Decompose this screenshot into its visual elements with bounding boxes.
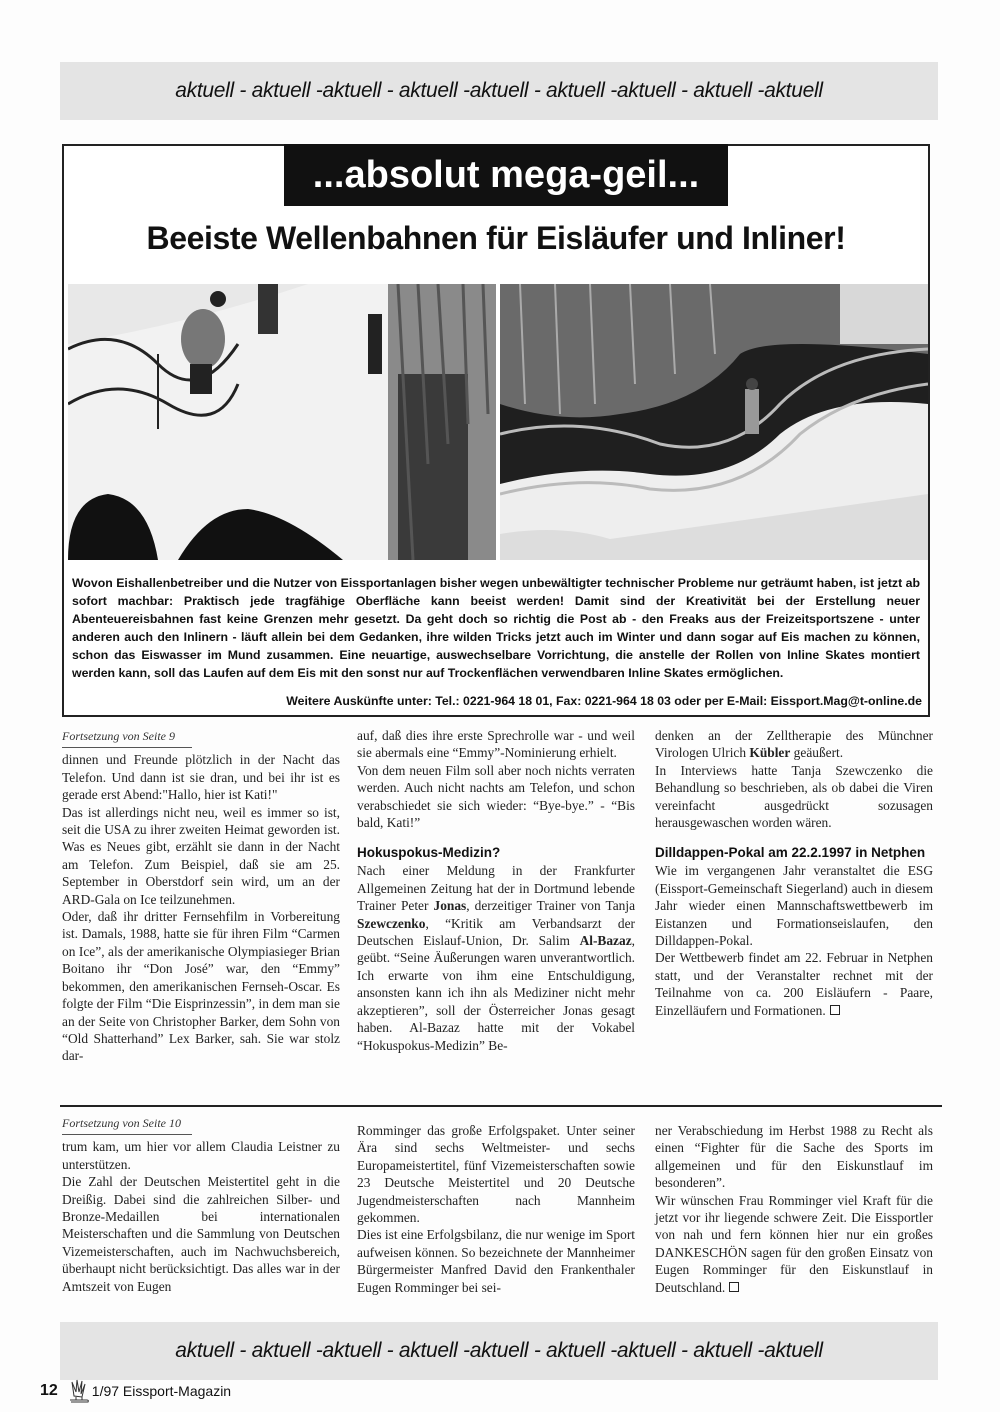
article-box bbox=[62, 144, 930, 717]
page-footer bbox=[40, 1378, 231, 1404]
paragraph: Dies ist eine Erfolgsbilanz, die nur wenige im Sport aufweisen können. So bezeichnete der Mannheimer Bürgermeister Manfred David den Frankenthaler Eugen Romminger bei sei- bbox=[357, 1227, 635, 1295]
name-jonas: Jonas bbox=[433, 898, 467, 914]
article-headline: Beeiste Wellenbahnen für Eisläufer und Inliner! bbox=[146, 220, 846, 256]
name-kuebler: Kübler bbox=[749, 745, 791, 761]
paragraph: Der Wettbewerb findet am 22. Februar in Netphen statt, und der Veranstalter rechnet mit der Teilnahme von ca. 200 Eisläufern - Paare, Einzelläufern und Formationen. bbox=[655, 950, 933, 1018]
paragraph: ner Verabschiedung im Herbst 1988 zu Recht als einen “Fighter für die Sache des Sports im allgemeinen und für den Eiskunstlauf im besonderen”. bbox=[655, 1123, 933, 1191]
article-lead: Wovon Eishallenbetreiber und die Nutzer von Eissportanlagen bisher wegen unbewältigter technischer Probleme nur geträumt haben, ist jetzt ab sofort machbar: Praktisch jede tragfähige Oberfläche kann beeist werden! Damit sind der Kreativität bei der Erstellung neuer Abenteuereisbahnen fast keine Grenzen mehr gesetzt. Da geht doch so richtig die Post ab - den Freaks aus der Freizeitsportszene - unter anderen auch den Inlinern - läuft allein bei dem Gedanken, ihre wilden Tricks jetzt auch im Winter und dann sogar auf Eis machen zu können, schon das Eiswasser im Mund zusammen. Eine neuartige, auswechselbare Vorrichtung, die anstelle der Rollen von Inline Skates montiert werden kann, soll das Laufen auf dem Eis mit den sonst nur auf Trockenflächen verwendbaren Inline Skates ermöglichen. bbox=[72, 576, 920, 680]
continued-note: Fortsetzung von Seite 10 bbox=[62, 1115, 192, 1135]
name-al-bazaz: Al-Bazaz bbox=[579, 933, 632, 949]
paragraph-hokuspokus: Nach einer Meldung in der Frankfurter Allgemeinen Zeitung hat der in Dortmund lebende Trainer Peter Jonas, derzeitiger Trainer von Tanja Szewczenko, “Kritik am Verbandsarzt der Deutschen Eislauf-Union, Dr. Salim Al-Bazaz, geübt. “Seine Äußerungen waren unverantwortlich. Ich erwarte von ihm eine Entschuldigung, ansonsten kann ich ihn als Mediziner nicht mehr akzeptieren”, soll der Österreicher Jonas gesagt haben. Al-Bazaz hatte mit der Vokabel “Hokuspokus-Medizin” Be- bbox=[357, 863, 636, 1053]
publication-name: 1/97 Eissport-Magazin bbox=[91, 1383, 232, 1399]
paragraph: Wir wünschen Frau Romminger viel Kraft für die jetzt vor ihr liegende schwere Zeit. Die Eissportler von nah und fern können hier nur ein großes DANKESCHÖN sagen für den großen Einsatz von Eugen Romminger für den Eiskunstlauf in Deutschland. bbox=[655, 1192, 933, 1295]
paragraph: Von dem neuen Film soll aber noch nichts verraten werden. Auch nicht nachts am Telefon, und schon verabschiedet sie sich wieder: “Bye-bye.” - “Bis bald, Kati!” bbox=[357, 762, 635, 831]
photo-ice-wave-track bbox=[500, 284, 928, 560]
paragraph: denken an der Zelltherapie des Münchner Virologen Ulrich Kübler geäußert. bbox=[655, 728, 933, 761]
article-contact: Weitere Auskünfte unter: Tel.: 0221-964 18 01, Fax: 0221-964 18 03 oder per E-Mail: Eissport.Mag@t-online.de bbox=[286, 694, 922, 708]
paragraph: Das ist allerdings nicht neu, weil es immer so ist, seit die USA zu ihrer zweiten Heimat geworden ist. Was es Neues gibt, erzählt sie dann in der Nacht am Telefon. Zum Beispiel, daß sie am 25. September in Oberstdorf sein wird, um an der ARD-Gala on Ice teilzunehmen. bbox=[62, 804, 340, 907]
page-number: 12 bbox=[40, 1382, 58, 1399]
section1-column-3 bbox=[655, 727, 933, 1019]
section1-column-2 bbox=[357, 727, 635, 1054]
name-szewczenko: Szewczenko bbox=[357, 915, 426, 931]
heading-dilldappen: Dilldappen-Pokal am 22.2.1997 in Netphen bbox=[655, 845, 926, 861]
paragraph: auf, daß dies ihre erste Sprechrolle war - und weil sie abermals eine “Emmy”-Nominierung erhielt. bbox=[357, 728, 635, 761]
bottom-banner bbox=[60, 1322, 938, 1380]
continued-note: Fortsetzung von Seite 9 bbox=[62, 728, 192, 748]
section-divider bbox=[60, 1105, 942, 1107]
paragraph: In Interviews hatte Tanja Szewczenko die Behandlung so beschrieben, als ob dabei die Viren vereinfacht ausgedrückt sozusagen herausgewaschen worden wären. bbox=[655, 762, 933, 831]
section1-column-1 bbox=[62, 727, 340, 1065]
heading-hokuspokus: Hokuspokus-Medizin? bbox=[357, 845, 501, 861]
top-banner bbox=[60, 62, 938, 120]
end-mark-icon bbox=[729, 1282, 739, 1292]
paragraph: Wie im vergangenen Jahr veranstaltet die ESG (Eissport-Gemeinschaft Siegerland) auch in diesem Jahr wieder einen Mannschaftswettbewerb im Eistanzen und Formationseislaufen, den Dilldappen-Pokal. bbox=[655, 863, 933, 949]
photo-skater-rail bbox=[68, 284, 496, 560]
article-kicker: ...absolut mega-geil... bbox=[284, 144, 728, 206]
section2-column-3 bbox=[655, 1122, 933, 1296]
section2-column-2 bbox=[357, 1122, 635, 1296]
end-mark-icon bbox=[830, 1005, 840, 1015]
paragraph: Die Zahl der Deutschen Meistertitel geht in die Dreißig. Dabei sind die zahlreichen Silber- und Bronze-Medaillen bei internationalen Meisterschaften und die Sammlung von Deutschen Vizemeisterschaften, auch im Nachwuchsbereich, überhaupt nicht berücksichtigt. Das alles war in der Amtszeit von Eugen bbox=[62, 1174, 340, 1294]
paragraph: dinnen und Freunde plötzlich in der Nacht das Telefon. Und dann ist sie dran, und bei ihr ist es gerade erst Abend:"Hallo, hier ist Kati!" bbox=[62, 752, 340, 803]
paragraph: Romminger das große Erfolgspaket. Unter seiner Ära sind sechs Weltmeister- und sechs Europameistertitel, fünf Vizemeisterschaften sowie 23 Deutsche Meistertitel und 20 Deutsche Jugendmeisterschaften nach Mannheim gekommen. bbox=[357, 1123, 635, 1226]
paragraph: trum kam, um hier vor allem Claudia Leistner zu unterstützen. bbox=[62, 1139, 340, 1172]
skate-wing-logo-icon bbox=[68, 1378, 90, 1404]
paragraph: Oder, daß ihr dritter Fernsehfilm in Vorbereitung ist. Damals, 1988, hatte sie für ihren Film “Carmen on Ice”, als der amerikanische Olympiasieger Brian Boitano ihr “Don José” war, den “Emmy” bekommen, den amerikanischen Fernseh-Oscar. Es folgte der Film “Die Eisprinzessin”, in dem man sie an der Seite von Christopher Barker, dem Sohn von “Old Shatterhand” Lex Barker, sah. Sie war stolz dar- bbox=[62, 909, 340, 1064]
bottom-banner-text: aktuell - aktuell -aktuell - aktuell -aktuell - aktuell -aktuell - aktuell -aktuell bbox=[175, 1339, 823, 1362]
top-banner-text: aktuell - aktuell -aktuell - aktuell -aktuell - aktuell -aktuell - aktuell -aktuell bbox=[175, 79, 823, 102]
section2-column-1 bbox=[62, 1114, 340, 1295]
